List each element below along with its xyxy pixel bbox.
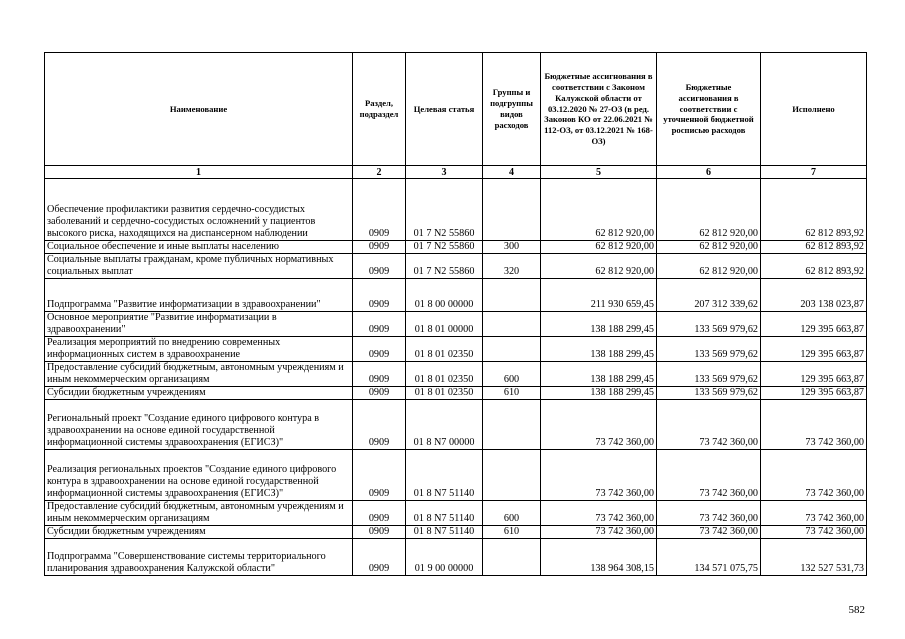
cell-name: Основное мероприятие "Развитие информатизации в здравоохранении" [45, 312, 353, 337]
cell-group: 600 [483, 362, 541, 387]
cell-section: 0909 [353, 254, 406, 279]
cell-revised: 133 569 979,62 [657, 337, 761, 362]
cell-done: 129 395 663,87 [761, 337, 867, 362]
cell-done: 73 742 360,00 [761, 450, 867, 501]
cell-target: 01 8 N7 51140 [406, 526, 483, 539]
cell-group [483, 337, 541, 362]
cell-revised: 62 812 920,00 [657, 179, 761, 241]
cell-revised: 73 742 360,00 [657, 450, 761, 501]
cell-name: Подпрограмма "Совершенствование системы территориального планирования здравоохранения Калужской области" [45, 539, 353, 576]
column-number: 6 [657, 166, 761, 179]
table-row [45, 312, 867, 337]
header-done: Исполнено [761, 53, 867, 166]
cell-law: 62 812 920,00 [541, 254, 657, 279]
table-row [45, 501, 867, 526]
cell-revised: 133 569 979,62 [657, 312, 761, 337]
cell-section: 0909 [353, 501, 406, 526]
cell-section: 0909 [353, 362, 406, 387]
cell-law: 73 742 360,00 [541, 450, 657, 501]
cell-section: 0909 [353, 450, 406, 501]
table-row [45, 337, 867, 362]
cell-group: 320 [483, 254, 541, 279]
cell-name: Социальные выплаты гражданам, кроме публичных нормативных социальных выплат [45, 254, 353, 279]
cell-target: 01 8 01 00000 [406, 312, 483, 337]
cell-target: 01 8 01 02350 [406, 387, 483, 400]
cell-group: 610 [483, 387, 541, 400]
table-row [45, 450, 867, 501]
cell-revised: 62 812 920,00 [657, 254, 761, 279]
column-number: 4 [483, 166, 541, 179]
cell-revised: 62 812 920,00 [657, 241, 761, 254]
cell-name: Подпрограмма "Развитие информатизации в здравоохранении" [45, 279, 353, 312]
cell-done: 62 812 893,92 [761, 179, 867, 241]
cell-target: 01 8 01 02350 [406, 337, 483, 362]
cell-revised: 207 312 339,62 [657, 279, 761, 312]
table-row [45, 387, 867, 400]
cell-section: 0909 [353, 526, 406, 539]
cell-done: 73 742 360,00 [761, 501, 867, 526]
column-number: 5 [541, 166, 657, 179]
cell-target: 01 8 00 00000 [406, 279, 483, 312]
cell-law: 62 812 920,00 [541, 241, 657, 254]
header-law: Бюджетные ассигнования в соответствии с Законом Калужской области от 03.12.2020 № 27-ОЗ (в ред. Законов КО от 22.06.2021 № 112-ОЗ, от 03.12.2021 № 168-ОЗ) [541, 53, 657, 166]
header-name: Наименование [45, 53, 353, 166]
cell-section: 0909 [353, 400, 406, 450]
cell-law: 138 188 299,45 [541, 337, 657, 362]
cell-section: 0909 [353, 539, 406, 576]
cell-name: Обеспечение профилактики развития сердечно-сосудистых заболеваний и сердечно-сосудистых осложнений у пациентов высокого риска, находящихся на диспансерном наблюдении [45, 179, 353, 241]
page-number: 582 [848, 604, 865, 616]
cell-law: 211 930 659,45 [541, 279, 657, 312]
cell-name: Предоставление субсидий бюджетным, автономным учреждениям и иным некоммерческим организациям [45, 362, 353, 387]
header-groups: Группы и подгруппы видов расходов [483, 53, 541, 166]
cell-group [483, 539, 541, 576]
cell-group: 300 [483, 241, 541, 254]
cell-done: 132 527 531,73 [761, 539, 867, 576]
table-row [45, 539, 867, 576]
cell-section: 0909 [353, 387, 406, 400]
cell-done: 62 812 893,92 [761, 254, 867, 279]
cell-done: 129 395 663,87 [761, 362, 867, 387]
column-number: 1 [45, 166, 353, 179]
cell-done: 73 742 360,00 [761, 526, 867, 539]
cell-name: Предоставление субсидий бюджетным, автономным учреждениям и иным некоммерческим организациям [45, 501, 353, 526]
cell-name: Региональный проект "Создание единого цифрового контура в здравоохранении на основе единой государственной информационной системы здравоохранения (ЕГИСЗ)" [45, 400, 353, 450]
cell-target: 01 7 N2 55860 [406, 241, 483, 254]
cell-target: 01 9 00 00000 [406, 539, 483, 576]
cell-group [483, 279, 541, 312]
cell-group [483, 312, 541, 337]
budget-table [44, 52, 867, 576]
cell-revised: 133 569 979,62 [657, 387, 761, 400]
cell-section: 0909 [353, 279, 406, 312]
cell-law: 62 812 920,00 [541, 179, 657, 241]
cell-section: 0909 [353, 337, 406, 362]
cell-name: Субсидии бюджетным учреждениям [45, 526, 353, 539]
cell-target: 01 8 N7 00000 [406, 400, 483, 450]
cell-target: 01 8 01 02350 [406, 362, 483, 387]
cell-group [483, 400, 541, 450]
cell-name: Субсидии бюджетным учреждениям [45, 387, 353, 400]
cell-revised: 73 742 360,00 [657, 526, 761, 539]
column-number: 3 [406, 166, 483, 179]
header-section: Раздел, подраздел [353, 53, 406, 166]
column-number: 7 [761, 166, 867, 179]
cell-law: 138 188 299,45 [541, 362, 657, 387]
cell-done: 62 812 893,92 [761, 241, 867, 254]
cell-law: 73 742 360,00 [541, 501, 657, 526]
cell-group: 610 [483, 526, 541, 539]
cell-section: 0909 [353, 179, 406, 241]
table-row [45, 400, 867, 450]
cell-group [483, 179, 541, 241]
column-number: 2 [353, 166, 406, 179]
cell-target: 01 8 N7 51140 [406, 450, 483, 501]
cell-law: 138 188 299,45 [541, 312, 657, 337]
table-row [45, 254, 867, 279]
cell-target: 01 7 N2 55860 [406, 254, 483, 279]
cell-done: 129 395 663,87 [761, 312, 867, 337]
header-revised: Бюджетные ассигнования в соответствии с уточненной бюджетной росписью расходов [657, 53, 761, 166]
table-row [45, 241, 867, 254]
cell-group [483, 450, 541, 501]
cell-law: 138 188 299,45 [541, 387, 657, 400]
cell-law: 73 742 360,00 [541, 400, 657, 450]
table-body [45, 179, 867, 576]
cell-law: 138 964 308,15 [541, 539, 657, 576]
cell-revised: 73 742 360,00 [657, 501, 761, 526]
cell-done: 73 742 360,00 [761, 400, 867, 450]
cell-section: 0909 [353, 241, 406, 254]
header-row [45, 53, 867, 166]
table-row [45, 179, 867, 241]
column-number-row [45, 166, 867, 179]
cell-revised: 133 569 979,62 [657, 362, 761, 387]
cell-done: 129 395 663,87 [761, 387, 867, 400]
cell-name: Социальное обеспечение и иные выплаты населению [45, 241, 353, 254]
cell-section: 0909 [353, 312, 406, 337]
cell-name: Реализация региональных проектов "Создание единого цифрового контура в здравоохранении на основе единой государственной информационной системы здравоохранения (ЕГИСЗ)" [45, 450, 353, 501]
cell-target: 01 8 N7 51140 [406, 501, 483, 526]
cell-done: 203 138 023,87 [761, 279, 867, 312]
cell-name: Реализация мероприятий по внедрению современных информационных систем в здравоохранение [45, 337, 353, 362]
table-row [45, 279, 867, 312]
table-row [45, 362, 867, 387]
cell-revised: 134 571 075,75 [657, 539, 761, 576]
header-target: Целевая статья [406, 53, 483, 166]
cell-target: 01 7 N2 55860 [406, 179, 483, 241]
cell-group: 600 [483, 501, 541, 526]
cell-law: 73 742 360,00 [541, 526, 657, 539]
cell-revised: 73 742 360,00 [657, 400, 761, 450]
table-row [45, 526, 867, 539]
